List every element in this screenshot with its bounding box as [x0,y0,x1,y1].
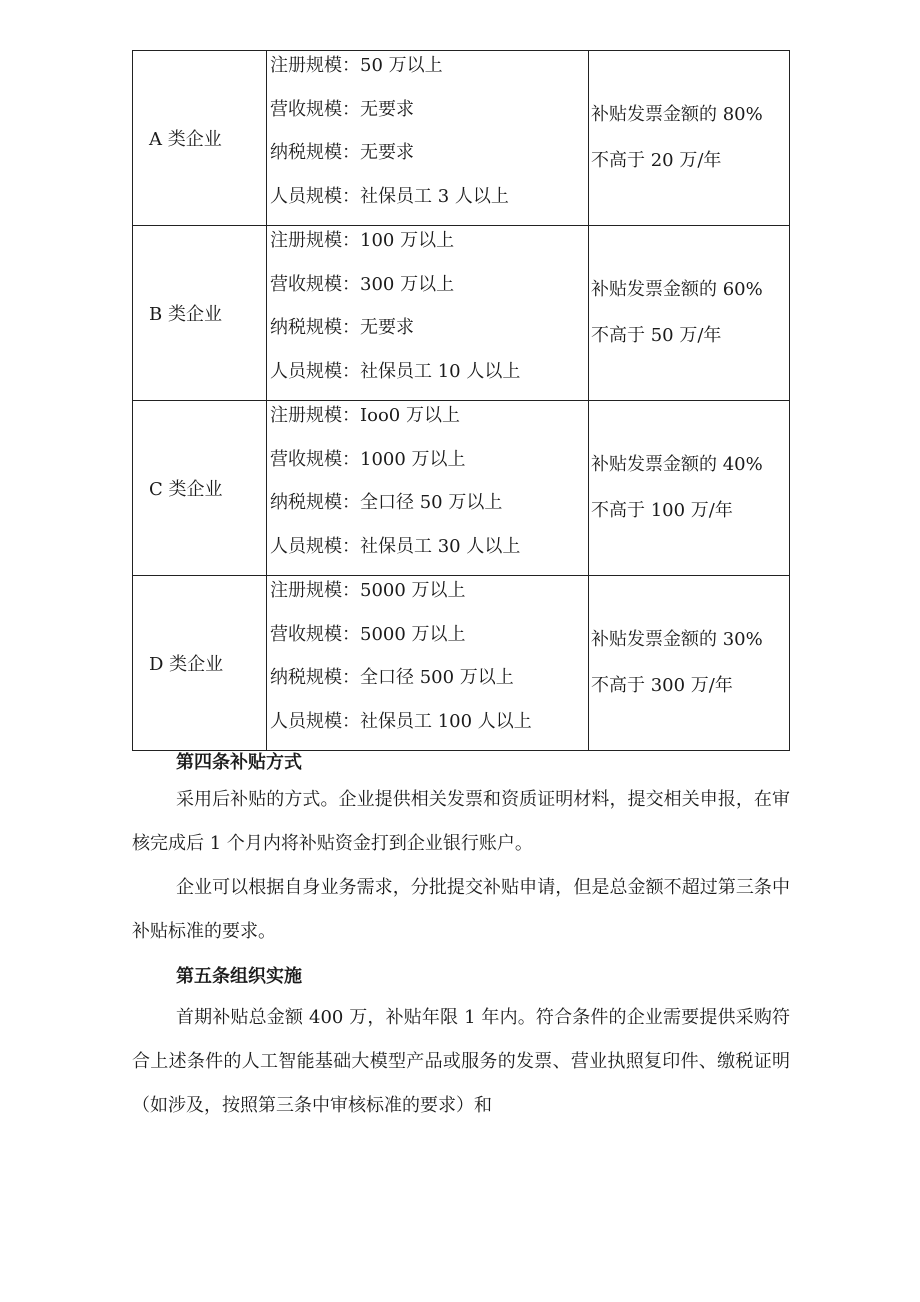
requirement-line: 纳税规模：全口径 50 万以上 [270,492,503,513]
section-4-heading: 第四条补贴方式 [176,752,302,773]
section-gap [132,954,790,962]
requirement-line: 纳税规模：无要求 [270,142,414,163]
section-5-paragraph: 首期补贴总金额 400 万，补贴年限 1 年内。符合条件的企业需要提供采购符合上述条件的人工智能基础大模型产品或服务的发票、营业执照复印件、缴税证明（如涉及，按照第三条中审核标准的要求）和 [132,1007,790,1116]
requirement-line: 注册规模：5000 万以上 [270,580,466,601]
subsidy-rate: 补贴发票金额的 40% [591,454,763,475]
requirement-line: 纳税规模：无要求 [270,317,414,338]
requirement-line: 纳税规模：全口径 500 万以上 [270,667,514,688]
subsidy-rate: 补贴发票金额的 60% [591,279,763,300]
category-cell: C 类企业 [133,401,267,576]
subsidy-cell [589,576,790,751]
subsidy-cap: 不高于 300 万/年 [591,675,733,696]
subsidy-cap: 不高于 20 万/年 [591,150,722,171]
requirement-line: 人员规模：社保员工 30 人以上 [270,535,521,557]
requirement-line: 人员规模：社保员工 100 人以上 [270,710,532,732]
requirements-cell [267,226,589,401]
table-row [133,576,790,751]
requirement-line: 人员规模：社保员工 3 人以上 [270,185,509,207]
requirements-cell [267,401,589,576]
requirement-line: 营收规模：300 万以上 [270,273,455,295]
section-4-paragraph: 采用后补贴的方式。企业提供相关发票和资质证明材料，提交相关申报，在审核完成后 1 个月内将补贴资金打到企业银行账户。 [132,789,790,854]
subsidy-rate: 补贴发票金额的 30% [591,629,763,650]
category-cell: A 类企业 [133,51,267,226]
requirement-line: 注册规模：Ioo0 万以上 [270,405,460,426]
category-cell: B 类企业 [133,226,267,401]
requirement-line: 营收规模：1000 万以上 [270,448,466,470]
subsidy-rate: 补贴发票金额的 80% [591,104,763,125]
requirement-line: 营收规模：5000 万以上 [270,623,466,645]
requirement-line: 注册规模：100 万以上 [270,230,455,251]
subsidy-cap: 不高于 100 万/年 [591,500,733,521]
section-4-paragraph: 企业可以根据自身业务需求，分批提交补贴申请，但是总金额不超过第三条中补贴标准的要求。 [132,877,790,942]
requirement-line: 注册规模：50 万以上 [270,55,443,76]
requirements-cell [267,51,589,226]
subsidy-cap: 不高于 50 万/年 [591,325,722,346]
subsidy-cell [589,51,790,226]
category-cell: D 类企业 [133,576,267,751]
requirement-line: 人员规模：社保员工 10 人以上 [270,360,521,382]
subsidy-standards-table [132,50,790,751]
subsidy-cell [589,226,790,401]
subsidy-cell [589,401,790,576]
table-row [133,226,790,401]
table-row [133,51,790,226]
table-row [133,401,790,576]
requirement-line: 营收规模：无要求 [270,98,414,120]
section-5-heading: 第五条组织实施 [176,966,302,987]
requirements-cell [267,576,589,751]
document-body [132,748,790,1128]
